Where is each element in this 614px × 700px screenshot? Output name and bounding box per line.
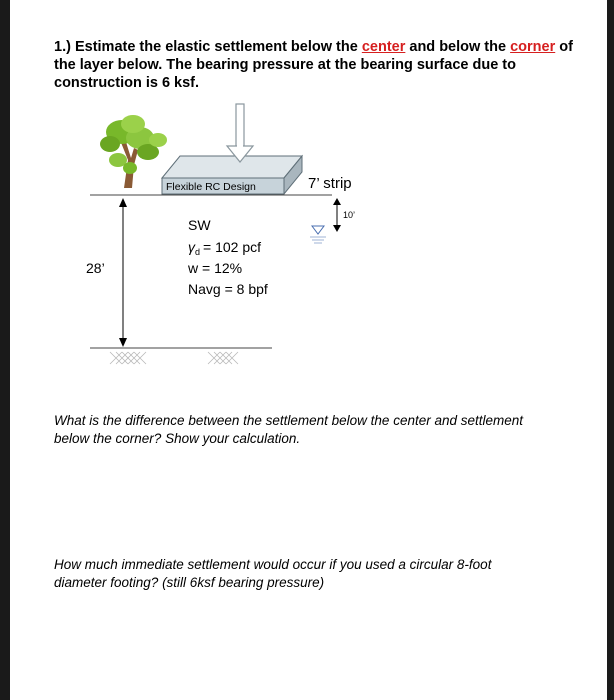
load-arrow <box>227 104 253 162</box>
dry-unit-weight: $\gamma_d = 102$ pcf <box>188 239 262 257</box>
water-table-icon <box>310 226 326 243</box>
tree-illustration <box>100 115 167 188</box>
document-page <box>10 0 607 700</box>
bedrock-hatch <box>110 352 238 364</box>
footing-diagram <box>10 0 607 400</box>
water-depth-label: 10’ <box>343 210 356 220</box>
question-3: How much immediate settlement would occur if you used a circular 8-foot diameter footing? (still 6ksf bearing pressure) <box>54 557 492 590</box>
footing-label: Flexible RC Design <box>166 181 256 193</box>
question-2: What is the difference between the settlement below the center and settlement below the corner? Show your calculation. <box>54 413 524 446</box>
layer-depth-label: 28’ <box>86 260 105 276</box>
center-keyword: center <box>361 39 406 55</box>
question-1-number: 1.) <box>54 39 71 55</box>
water-depth-dimension <box>333 198 341 232</box>
question-1-text-c: of the layer below. The bearing pressure at the bearing surface due to construction is 6 ksf. <box>54 39 573 91</box>
spt-n-average: Navg = 8 bpf <box>188 281 268 297</box>
layer-depth-dimension <box>119 198 127 347</box>
question-1-text-b: and below the <box>409 39 507 55</box>
corner-keyword: corner <box>510 39 556 55</box>
question-1-text-a: Estimate the elastic settlement below the <box>74 39 358 55</box>
water-content: w = 12% <box>188 260 243 276</box>
soil-type: SW <box>188 217 211 233</box>
strip-label: 7’ strip <box>308 175 352 192</box>
